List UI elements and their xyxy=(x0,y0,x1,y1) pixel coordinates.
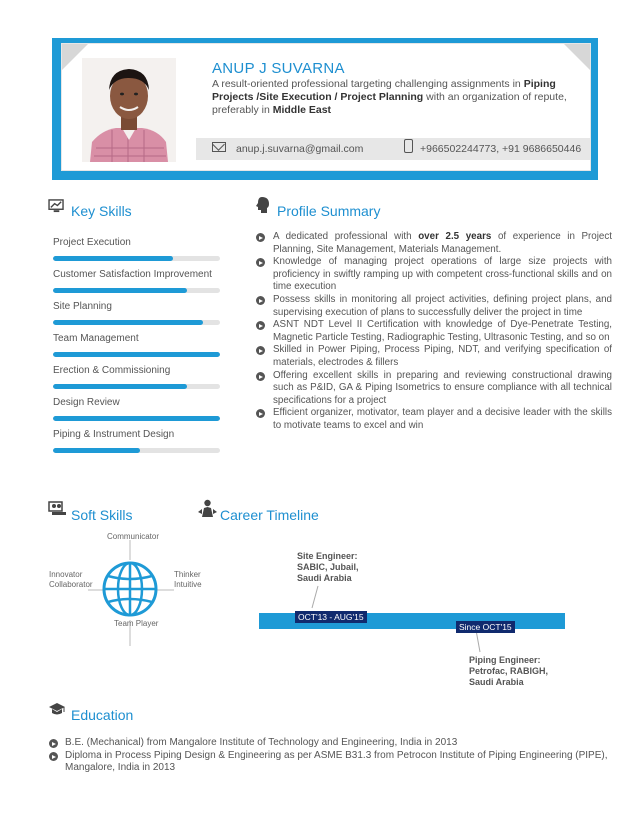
summary-item: Knowledge of managing project operations of large size projects with proficiency in swiftly ramping up with competent cross-functional skills and on time execution xyxy=(256,256,612,294)
skill-bar-fill xyxy=(53,352,220,357)
job2-details xyxy=(469,655,548,688)
skill-bar-track xyxy=(53,416,220,421)
summary-item: A dedicated professional with over 2.5 years of experience in Project Planning, Site Management, Materials Management. xyxy=(256,231,612,256)
profile-summary-list xyxy=(256,231,612,433)
soft-skill-innovator: Innovator xyxy=(49,570,83,579)
candidate-name: ANUP J SUVARNA xyxy=(212,60,345,77)
globe-icon xyxy=(101,560,159,623)
skill-bar-fill xyxy=(53,256,173,261)
soft-skills-title: Soft Skills xyxy=(71,507,133,523)
skill-label: Site Planning xyxy=(53,301,112,312)
job1-details xyxy=(297,551,359,584)
skill-label: Piping & Instrument Design xyxy=(53,429,175,440)
skill-bar-track xyxy=(53,320,220,325)
job1-role: Site Engineer: xyxy=(297,551,358,561)
key-skills-icon xyxy=(48,199,65,218)
phone-number[interactable]: +966502244773, +91 9686650446 xyxy=(420,143,582,155)
summary-item: Offering excellent skills in preparing and reviewing constructional drawing such as P&ID, GA & Piping Isometrics to ensure compliance with all technical specifications for a project xyxy=(256,370,612,408)
soft-skill-intuitive: Intuitive xyxy=(174,580,202,589)
profile-photo xyxy=(82,58,176,162)
education-list xyxy=(49,737,609,775)
education-icon xyxy=(48,702,66,721)
skill-bar-track xyxy=(53,448,220,453)
career-timeline-icon xyxy=(198,499,217,523)
soft-skill-collaborator: Collaborator xyxy=(49,580,93,589)
soft-skills-icon xyxy=(48,501,67,521)
job2-company: Petrofac, RABIGH, xyxy=(469,666,549,676)
summary-item: ASNT NDT Level II Certification with knowledge of Dye-Penetrate Testing, Magnetic Particle Testing, Radiographic Testing, Ultrasonic Testing, and so on xyxy=(256,319,612,344)
skill-label: Design Review xyxy=(53,397,120,408)
skill-bar-fill xyxy=(53,320,203,325)
job2-location: Saudi Arabia xyxy=(469,677,524,687)
summary-item: Skilled in Power Piping, Process Piping, NDT, and verifying specification of materials, electrodes & fillers xyxy=(256,344,612,369)
skill-bar-fill xyxy=(53,384,187,389)
corner-fold-right xyxy=(564,44,590,70)
career-timeline-title: Career Timeline xyxy=(220,507,319,523)
job2-period: Since OCT'15 xyxy=(456,621,515,633)
job1-location: Saudi Arabia xyxy=(297,573,352,583)
soft-skill-communicator: Communicator xyxy=(107,532,160,541)
key-skills-title: Key Skills xyxy=(71,203,132,219)
profile-summary-icon xyxy=(255,196,270,219)
skill-bar-fill xyxy=(53,448,140,453)
skill-bar-fill xyxy=(53,416,220,421)
skill-label: Team Management xyxy=(53,333,139,344)
skill-bar-track xyxy=(53,288,220,293)
job1-period: OCT'13 - AUG'15 xyxy=(295,611,367,623)
job1-company: SABIC, Jubail, xyxy=(297,562,359,572)
skill-label: Erection & Commissioning xyxy=(53,365,171,376)
education-item: B.E. (Mechanical) from Mangalore Institute of Technology and Engineering, India in 2013 xyxy=(49,737,609,750)
skill-label: Customer Satisfaction Improvement xyxy=(53,269,212,280)
summary-item: Possess skills in monitoring all project activities, defining project plans, and supervising execution of plans to successfully deliver the project in time xyxy=(256,294,612,319)
summary-item: Efficient organizer, motivator, team player and a decisive leader with the skills to motivate teams to excel and win xyxy=(256,407,612,432)
skill-bar-track xyxy=(53,256,220,261)
email-address[interactable]: anup.j.suvarna@gmail.com xyxy=(236,143,364,155)
education-item: Diploma in Process Piping Design & Engineering as per ASME B31.3 from Petrocon Institute of Piping Engineering (PIPE), Mangalore, India in 2013 xyxy=(49,750,609,775)
soft-skill-thinker: Thinker xyxy=(174,570,201,579)
phone-icon xyxy=(404,139,413,153)
soft-skill-team-player: Team Player xyxy=(114,619,159,628)
profile-summary-title: Profile Summary xyxy=(277,203,381,219)
skill-bar-track xyxy=(53,352,220,357)
skill-bar-track xyxy=(53,384,220,389)
intro-statement: A result-oriented professional targeting challenging assignments in Piping Projects /Site Execution / Project Planning with an organization of repute, preferably in Middle East xyxy=(212,78,567,116)
skill-label: Project Execution xyxy=(53,237,131,248)
job2-role: Piping Engineer: xyxy=(469,655,541,665)
education-title: Education xyxy=(71,707,134,723)
email-icon xyxy=(212,142,226,152)
skill-bar-fill xyxy=(53,288,187,293)
